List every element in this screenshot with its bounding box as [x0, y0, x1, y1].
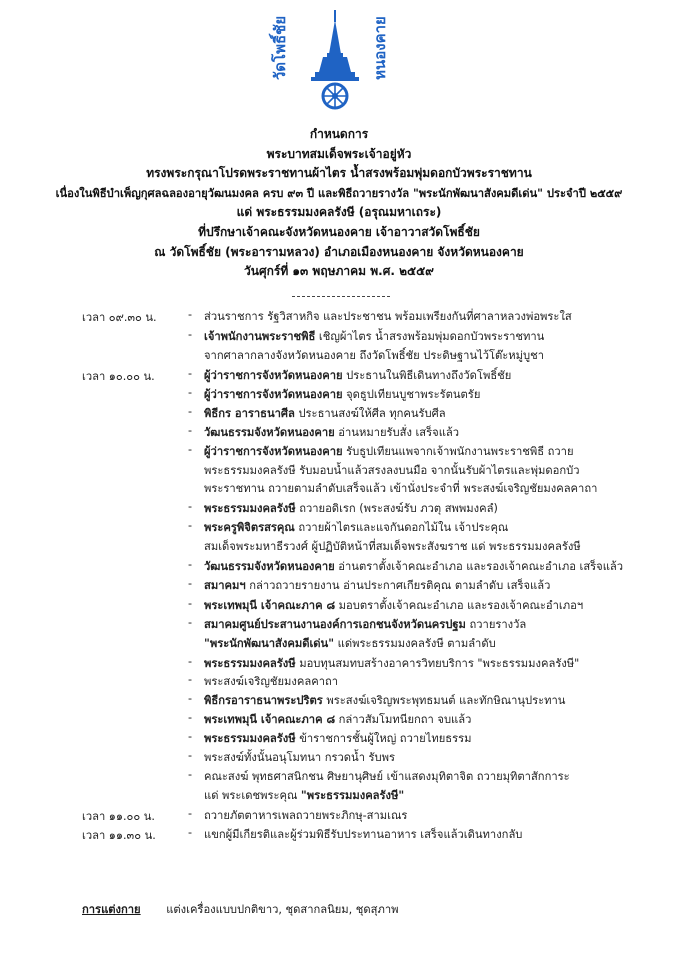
- schedule-line: [204, 405, 634, 424]
- bullet-dash: -: [188, 405, 193, 418]
- schedule-line: [204, 480, 634, 499]
- schedule-line: [204, 597, 634, 616]
- schedule-line: [204, 655, 634, 674]
- schedule-line: [204, 347, 634, 366]
- logo-text-left: วัดโพธิ์ชัย: [271, 15, 289, 81]
- bullet-dash: -: [188, 597, 193, 610]
- schedule-line: [204, 826, 634, 845]
- text-segment: พระสงฆ์เจริญพระพุทธมนต์ และทักษิณานุประทาน: [322, 694, 566, 707]
- logo-pagoda-plinth: [311, 77, 359, 81]
- bold-segment: พระครูพิจิตรสรคุณ: [204, 521, 295, 534]
- schedule-line: [204, 616, 634, 635]
- text-segment: ถวายภัตตาหารเพลถวายพระภิกษุ-สามเณร: [204, 809, 408, 822]
- bullet-dash: -: [188, 711, 193, 724]
- bold-segment: พระธรรมมงคลรังษี: [204, 732, 296, 745]
- schedule-time: เวลา ๑๑.๓๐ น.: [82, 829, 156, 842]
- bullet-dash: -: [188, 500, 193, 513]
- text-segment: ประธานในพิธีเดินทางถึงวัดโพธิ์ชัย: [342, 369, 512, 382]
- header-line: พระบาทสมเด็จพระเจ้าอยู่หัว: [266, 146, 412, 161]
- bold-segment: พระเทพมุนี เจ้าคณะภาค ๘: [204, 713, 336, 726]
- schedule-line: [204, 462, 634, 481]
- schedule-line: [204, 538, 634, 557]
- bold-segment: "พระนักพัฒนาสังคมดีเด่น": [204, 636, 335, 650]
- header-line: แด่ พระธรรมมงคลรังษี (อรุณมหาเถระ): [236, 205, 442, 220]
- schedule-line: [204, 673, 634, 692]
- text-segment: รับธูปเทียนแพจากเจ้าพนักงานพระราชพิธี ถวาย: [342, 445, 574, 458]
- temple-logo: [245, 8, 425, 113]
- schedule-line: [204, 308, 634, 327]
- text-segment: กล่าวสัมโมทนียกถา จบแล้ว: [335, 713, 472, 726]
- text-segment: มอบทุนสมทบสร้างอาคารวิทยบริการ "พระธรรมมงคลรังษี": [295, 657, 580, 670]
- bullet-dash: -: [188, 443, 193, 456]
- bullet-dash: -: [188, 826, 193, 839]
- bullet-dash: -: [188, 768, 193, 781]
- text-segment: ถวายอดิเรก (พระสงฆ์รับ ภวตุ สพพมงคลํ): [295, 502, 498, 515]
- logo-pagoda-body: [319, 57, 351, 72]
- schedule-line: [204, 692, 634, 711]
- text-segment: พระสงฆ์เจริญชัยมงคลคาถา: [204, 675, 339, 688]
- text-segment: มอบตราตั้งเจ้าคณะอำเภอ และรองเจ้าคณะอำเภอฯ: [335, 599, 584, 612]
- text-segment: ข้าราชการชั้นผู้ใหญ่ ถวายไทยธรรม: [295, 732, 472, 745]
- text-segment: สมเด็จพระมหาธีรวงศ์ ผู้ปฏิบัติหน้าที่สมเด็จพระสังฆราช แด่ พระธรรมมงคลรังษี: [204, 539, 581, 553]
- text-segment: ถวายผ้าไตรและแจกันดอกไม้ใน เจ้าประคุณ: [294, 521, 509, 534]
- header-line: กำหนดการ: [309, 127, 369, 141]
- text-segment: เชิญผ้าไตร น้ำสรงพร้อมพุ่มดอกบัวพระราชทาน: [315, 330, 545, 343]
- bold-segment: วัฒนธรรมจังหวัดหนองคาย: [204, 426, 335, 439]
- header-line: เนื่องในพิธีบำเพ็ญกุศลฉลองอายุวัฒนมงคล ครบ ๙๓ ปี และพิธีถวายรางวัล "พระนักพัฒนาสังคมดีเด่น" ประจำปี ๒๕๕๙: [55, 186, 623, 200]
- schedule-line: [204, 424, 634, 443]
- bullet-dash: -: [188, 308, 193, 321]
- bold-segment: สมาคมศูนย์ประสานงานองค์การเอกชนจังหวัดนครปฐม: [204, 618, 466, 631]
- bold-segment: ผู้ว่าราชการจังหวัดหนองคาย: [204, 388, 343, 401]
- logo-spire-ring: [327, 53, 343, 57]
- bold-segment: พิธีกร อาราธนาศีล: [204, 407, 295, 420]
- dress-code: [82, 900, 399, 918]
- bullet-dash: -: [188, 367, 193, 380]
- schedule-line: [204, 807, 634, 826]
- logo-pagoda-base: [315, 72, 355, 77]
- bullet-dash: -: [188, 519, 193, 532]
- header-block: [0, 125, 678, 282]
- bold-segment: สมาคมฯ: [204, 579, 246, 592]
- bullet-dash: -: [188, 616, 193, 629]
- header-line: ณ วัดโพธิ์ชัย (พระอารามหลวง) อำเภอเมืองหนองคาย จังหวัดหนองคาย: [154, 244, 524, 259]
- bullet-dash: -: [188, 577, 193, 590]
- bold-segment: พระธรรมมงคลรังษี: [204, 657, 296, 670]
- text-segment: พระสงฆ์ทั้งนั้นอนุโมทนา กรวดน้ำ รับพร: [204, 751, 396, 764]
- header-line: ทรงพระกรุณาโปรดพระราชทานผ้าไตร น้ำสรงพร้อมพุ่มดอกบัวพระราชทาน: [146, 166, 532, 181]
- text-segment: คณะสงฆ์ พุทธศาสนิกชน ศิษยานุศิษย์ เข้าแสดงมุทิตาจิต ถวายมุทิตาสักการะ: [204, 770, 570, 783]
- logo-spire: [329, 20, 341, 54]
- schedule-line: [204, 519, 634, 538]
- bold-segment: ผู้ว่าราชการจังหวัดหนองคาย: [204, 445, 343, 458]
- text-segment: พระราชทาน ถวายตามลำดับเสร็จแล้ว เข้านั่งประจำที่ พระสงฆ์เจริญชัยมงคลคาถา: [204, 482, 598, 496]
- text-segment: อ่านหมายรับสั่ง เสร็จแล้ว: [334, 426, 460, 439]
- header-line: วันศุกร์ที่ ๑๓ พฤษภาคม พ.ศ. ๒๕๕๙: [244, 264, 434, 279]
- divider-rule: [292, 296, 390, 297]
- bullet-dash: -: [188, 692, 193, 705]
- bullet-dash: -: [188, 673, 193, 686]
- text-segment: อ่านตราตั้งเจ้าคณะอำเภอ และรองเจ้าคณะอำเภอ เสร็จแล้ว: [334, 560, 624, 573]
- text-segment: พระธรรมมงคลรังษี รับมอบน้ำแล้วสรงลงบนมือ จากนั้นรับผ้าไตรและพุ่มดอกบัว: [204, 463, 580, 477]
- logo-text-right: หนองคาย: [371, 16, 389, 80]
- bullet-dash: -: [188, 807, 193, 820]
- bold-segment: วัฒนธรรมจังหวัดหนองคาย: [204, 560, 335, 573]
- text-segment: กล่าวถวายรายงาน อ่านประกาศเกียรติคุณ ตามลำดับ เสร็จแล้ว: [245, 579, 551, 592]
- schedule-line: [204, 730, 634, 749]
- schedule-line: [204, 749, 634, 768]
- dress-code-label: การแต่งกาย: [82, 903, 141, 916]
- schedule-time: เวลา ๑๐.๐๐ น.: [82, 370, 155, 383]
- schedule-line: [204, 577, 634, 596]
- bullet-dash: -: [188, 730, 193, 743]
- text-segment: จากศาลากลางจังหวัดหนองคาย ถึงวัดโพธิ์ชัย ประดิษฐานไว้โต๊ะหมู่บูชา: [204, 348, 545, 362]
- schedule-line: [204, 768, 634, 787]
- text-segment: แขกผู้มีเกียรติและผู้ร่วมพิธีรับประทานอาหาร เสร็จแล้วเดินทางกลับ: [204, 828, 523, 841]
- text-segment: แด่ พระเดชพระคุณ: [204, 788, 301, 802]
- bold-segment: พระเทพมุนี เจ้าคณะภาค ๘: [204, 599, 336, 612]
- text-segment: แด่พระธรรมมงคลรังษี ตามลำดับ: [334, 636, 496, 650]
- bullet-dash: -: [188, 749, 193, 762]
- bullet-dash: -: [188, 558, 193, 571]
- header-line: ที่ปรึกษาเจ้าคณะจังหวัดหนองคาย เจ้าอาวาสวัดโพธิ์ชัย: [198, 224, 480, 239]
- schedule-line: [204, 635, 634, 654]
- bold-segment: "พระธรรมมงคลรังษี": [300, 788, 405, 802]
- text-segment: จุดธูปเทียนบูชาพระรัตนตรัย: [342, 388, 481, 401]
- bold-segment: พิธีกรอาราธนาพระปริตร: [204, 694, 323, 707]
- schedule-line: [204, 558, 634, 577]
- bullet-dash: -: [188, 386, 193, 399]
- schedule-line: [204, 711, 634, 730]
- bold-segment: เจ้าพนักงานพระราชพิธี: [204, 330, 316, 343]
- schedule-line: [204, 443, 634, 462]
- schedule-line: [204, 787, 634, 806]
- schedule-line: [204, 367, 634, 386]
- schedule-time: เวลา ๐๙.๓๐ น.: [82, 311, 157, 324]
- bold-segment: พระธรรมมงคลรังษี: [204, 502, 296, 515]
- schedule-time: เวลา ๑๑.๐๐ น.: [82, 810, 155, 823]
- schedule-line: [204, 500, 634, 519]
- bold-segment: ผู้ว่าราชการจังหวัดหนองคาย: [204, 369, 343, 382]
- text-segment: ถวายรางวัล: [465, 618, 527, 631]
- bullet-dash: -: [188, 328, 193, 341]
- bullet-dash: -: [188, 424, 193, 437]
- dress-code-text: แต่งเครื่องแบบปกติขาว, ชุดสากลนิยม, ชุดสุภาพ: [166, 903, 399, 916]
- schedule-line: [204, 386, 634, 405]
- text-segment: ส่วนราชการ รัฐวิสาหกิจ และประชาชน พร้อมเพรียงกันที่ศาลาหลวงพ่อพระใส: [204, 310, 572, 323]
- bullet-dash: -: [188, 655, 193, 668]
- schedule-line: [204, 328, 634, 347]
- text-segment: ประธานสงฆ์ให้ศีล ทุกคนรับศีล: [294, 407, 446, 420]
